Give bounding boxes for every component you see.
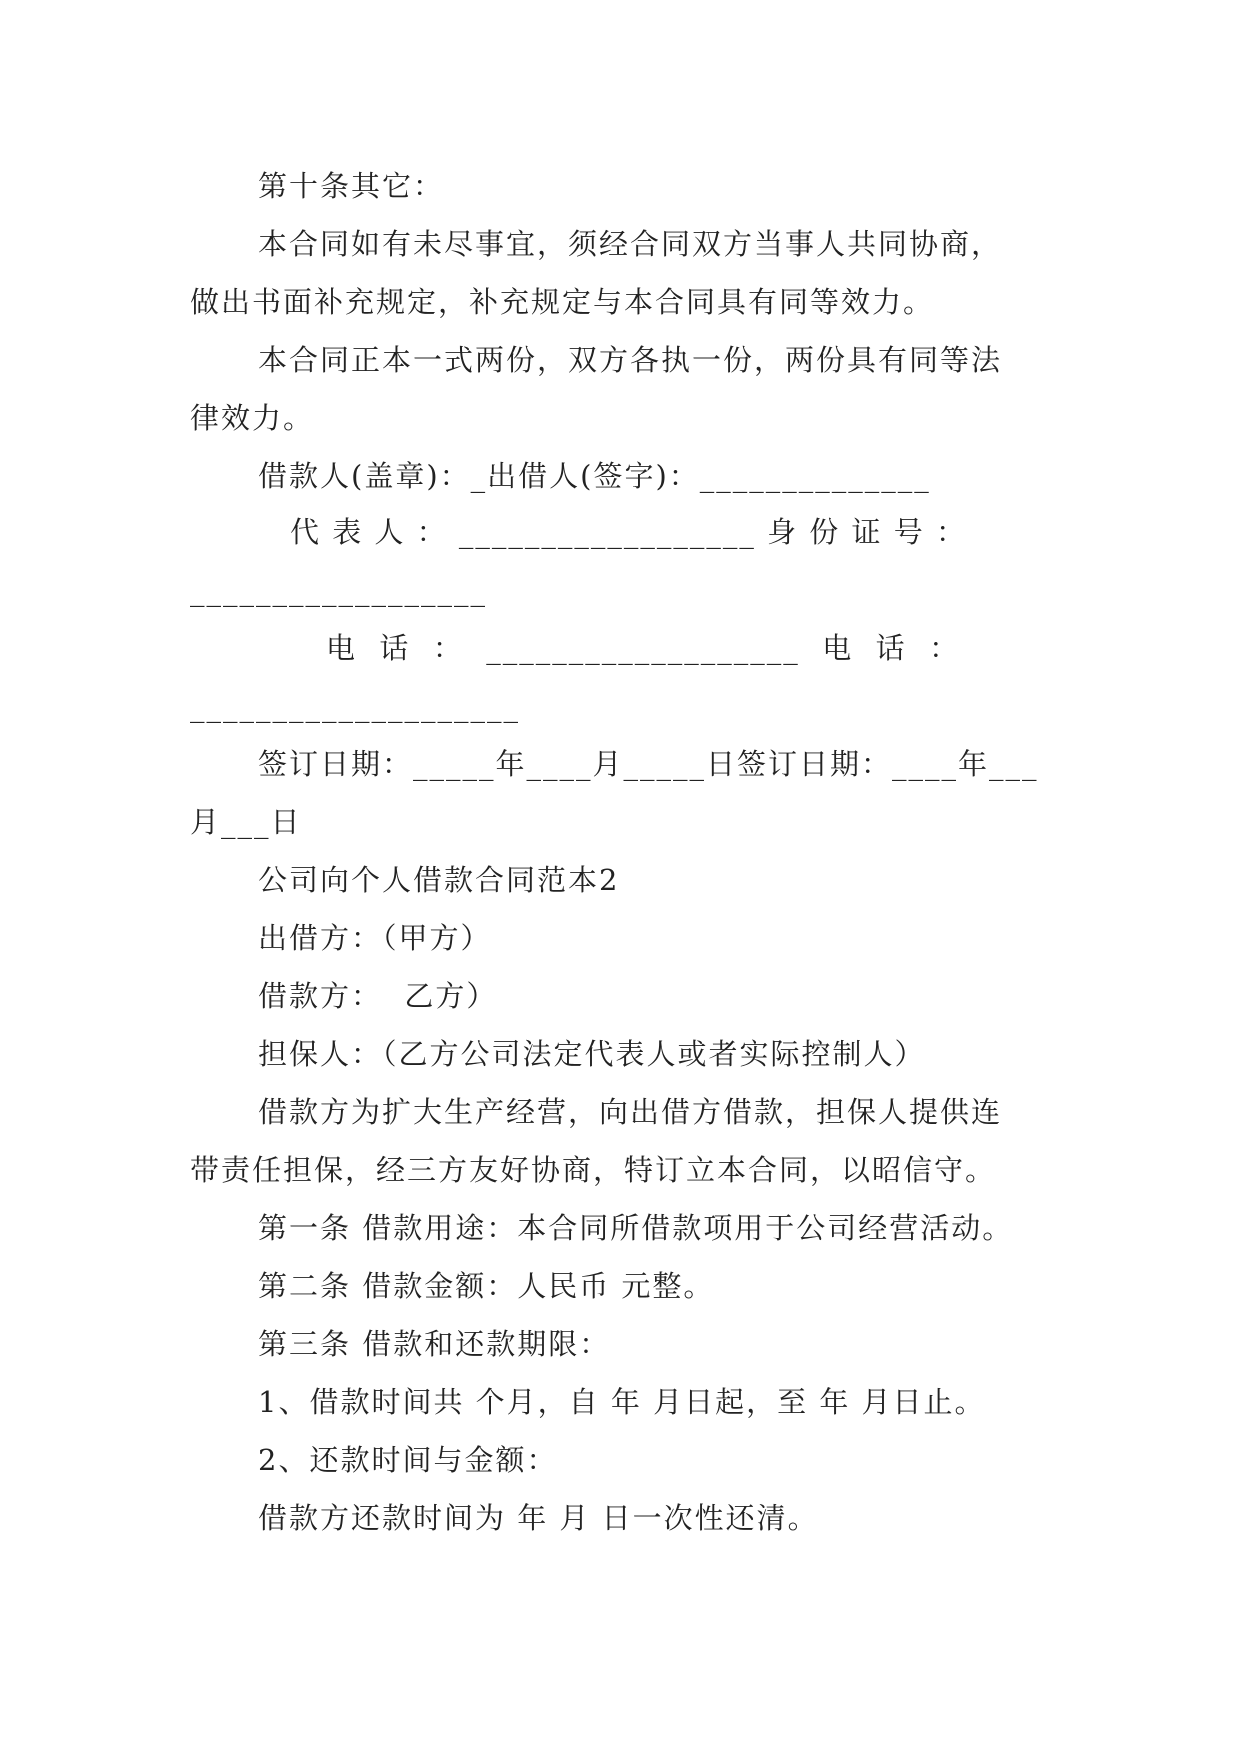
blank-line: __________________ [190, 573, 487, 607]
borrower-line: 借款方： 乙方） [258, 979, 498, 1013]
article-2: 第二条 借款金额：人民币 元整。 [258, 1269, 715, 1303]
signature-line-borrower-lender: 借款人(盖章)：_出借人(签字)：______________ [258, 459, 931, 493]
article-10-heading: 第十条其它： [258, 169, 445, 203]
article-3-item-1: 1、借款时间共 个月，自 年 月日起，至 年 月日止。 [258, 1385, 986, 1419]
repayment-line: 借款方还款时间为 年 月 日一次性还清。 [258, 1501, 819, 1535]
paragraph-line: 本合同正本一式两份，双方各执一份，两份具有同等法 [258, 343, 1003, 377]
representative-id-line: 代 表 人 ： __________________ 身 份 证 号 ： [290, 515, 967, 549]
paragraph-line: 带责任担保，经三方友好协商，特订立本合同，以昭信守。 [190, 1153, 997, 1187]
article-1: 第一条 借款用途：本合同所借款项用于公司经营活动。 [258, 1211, 1014, 1245]
signing-date-line-cont: 月___日 [190, 805, 302, 839]
contract-title: 公司向个人借款合同范本2 [258, 863, 620, 897]
article-3-item-2: 2、还款时间与金额： [258, 1443, 558, 1477]
paragraph-line: 律效力。 [190, 401, 315, 435]
blank-line: ____________________ [190, 689, 520, 723]
paragraph-line: 做出书面补充规定，补充规定与本合同具有同等效力。 [190, 285, 935, 319]
phone-line: 电 话 ： ___________________ 电 话 ： [326, 631, 961, 665]
paragraph-line: 本合同如有未尽事宜，须经合同双方当事人共同协商， [258, 227, 1003, 261]
lender-line: 出借方：（甲方） [258, 921, 492, 955]
signing-date-line: 签订日期：_____年____月_____日签订日期：____年___ [258, 747, 1039, 781]
guarantor-line: 担保人：（乙方公司法定代表人或者实际控制人） [258, 1037, 926, 1071]
article-3-heading: 第三条 借款和还款期限： [258, 1327, 611, 1361]
paragraph-line: 借款方为扩大生产经营，向出借方借款，担保人提供连 [258, 1095, 1003, 1129]
